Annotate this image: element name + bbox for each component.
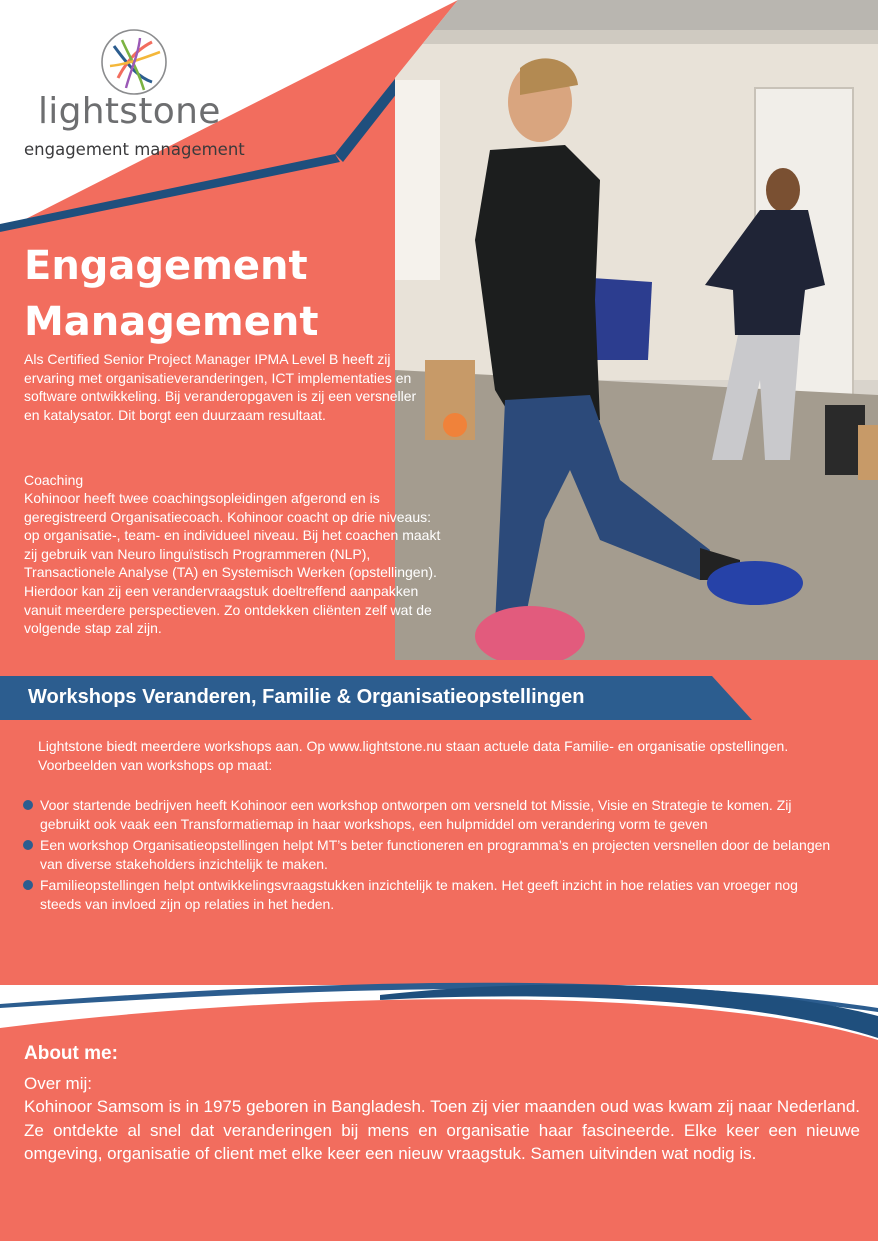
workshops-title: Workshops Veranderen, Familie & Organisatieopstellingen [28, 686, 585, 708]
list-item-text: Voor startende bedrijven heeft Kohinoor een workshop ontworpen om versneld tot Missie, Visie en Strategie te komen. Zij gebruikt ook vaak een Transformatiemap in haar workshops, een hulpmiddel om verandering vorm te geven [40, 797, 792, 832]
about-heading: About me: [24, 1043, 118, 1064]
coaching-heading: Coaching [24, 472, 84, 488]
bullet-icon [23, 800, 33, 810]
list-item [20, 836, 840, 873]
coaching-paragraph: Kohinoor heeft twee coachingsopleidingen afgerond en is geregistreerd Organisatiecoach. Kohinoor coacht op drie niveaus: op organisatie-, team- en individueel niveau. Bij het coachen maakt zij gebruik van Neuro linguïstisch Programmeren (NLP), Transactionele Analyse (TA) en Systemisch Werken (opstellingen). Hierdoor kan zij een verandervraagstuk doeltreffend aanpakken vanuit meerdere perspectieven. Zo ontdekken cliënten zelf wat de volgende stap zal zijn. [24, 490, 441, 637]
title-line-1: Engagement [24, 243, 308, 289]
bullet-icon [23, 840, 33, 850]
lightstone-logo-icon [100, 28, 168, 96]
about-paragraph: Kohinoor Samsom is in 1975 geboren in Bangladesh. Toen zij vier maanden oud was kwam zij naar Nederland. Ze ontdekte al snel dat veranderingen bij mens en organisatie haar fascineerde. Elke keer een nieuwe omgeving, organisatie of client met elke keer een nieuw vraagstuk. Samen uitvinden wat nodig is. [24, 1097, 861, 1163]
list-item [20, 876, 840, 913]
brand-tagline: engagement management [24, 140, 245, 159]
title-line-2: Management [24, 299, 319, 345]
list-item-text: Een workshop Organisatieopstellingen helpt MT’s beter functioneren en programma’s en projecten versnellen door de belangen van diverse stakeholders inzichtelijk te maken. [40, 837, 831, 872]
bullet-icon [23, 880, 33, 890]
intro-paragraph: Als Certified Senior Project Manager IPMA Level B heeft zij ervaring met organisatieveranderingen, ICT implementaties en software ontwikkeling. Bij veranderopgaven is zij een versneller en katalysator. Dit borgt een duurzaam resultaat. [24, 351, 417, 423]
page-title [24, 238, 318, 350]
list-item-text: Familieopstellingen helpt ontwikkelingsvraagstukken inzichtelijk te maken. Het geeft inzicht in hoe relaties van vroeger nog steeds van invloed zijn op relaties in het heden. [40, 877, 798, 912]
brand-name: lightstone [38, 91, 221, 132]
workshops-intro: Lightstone biedt meerdere workshops aan. Op www.lightstone.nu staan actuele data Familie- en organisatie opstellingen. Voorbeelden van workshops op maat: [38, 738, 789, 773]
list-item [20, 796, 840, 833]
workshops-list [20, 796, 840, 917]
about-subheading: Over mij: [24, 1074, 92, 1093]
